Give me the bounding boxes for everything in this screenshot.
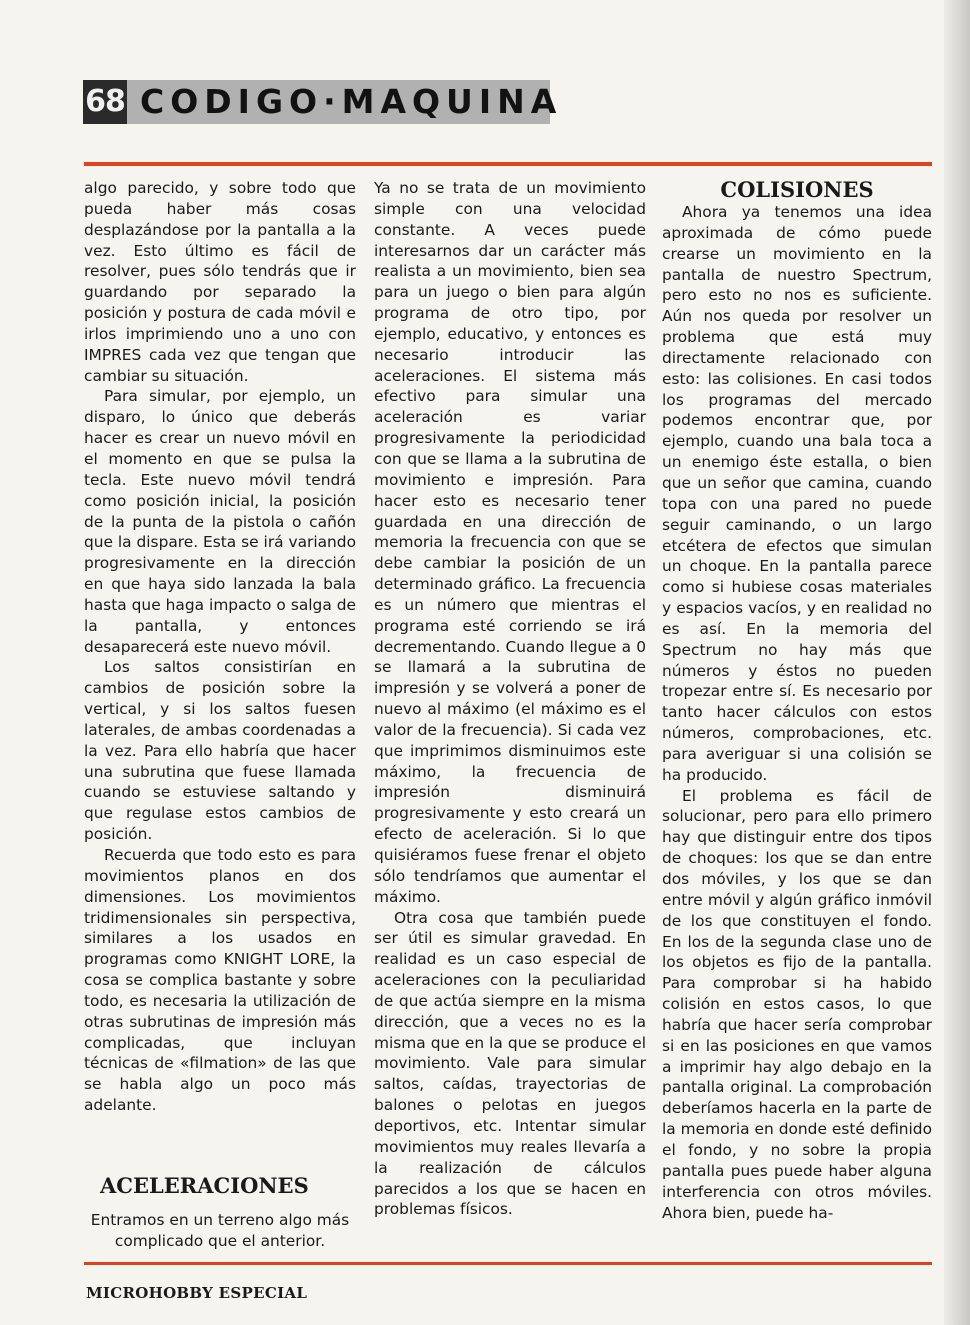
paragraph: Para simular, por ejemplo, un disparo, lo único que deberás hacer es crear un nuevo móvil en el momento en que se pulsa la tecla. Este nuevo móvil tendrá como posición inicial, la posición de la punta de la pistola o cañón que la dispare. Esta se irá variando progresivamente en la dirección en que haya sido lanzada la bala hasta que haga impacto o salga de la pantalla, y entonces desaparecerá este nuevo móvil. xyxy=(84,387,356,656)
subhead-aceleraciones: ACELERACIONES xyxy=(100,1173,309,1198)
subhead-colisiones: COLISIONES xyxy=(720,177,874,202)
column-3 xyxy=(662,202,932,1223)
paragraph: Ya no se trata de un movimiento simple con una velocidad constante. A veces puede interesarnos dar un carácter más realista a un movimiento, bien sea para un juego o bien para algún programa de otro tipo, por ejemplo, educativo, y entonces es necesario introducir las aceleraciones. El sistema más efectivo para simular una aceleración es variar progresivamente la periodicidad con que se llama a la subrutina de movimiento e impresión. Para hacer esto es necesario tener guardada en una dirección de memoria la frecuencia con que se debe cambiar la posición de un determinado gráfico. La frecuencia es un número que mientras el programa esté corriendo se irá decrementando. Cuando llegue a 0 se llamará a la subrutina de impresión y se volverá a poner de nuevo al máximo (el máximo es el valor de la frecuencia). Si cada vez que imprimimos disminuimos este máximo, la frecuencia de impresión disminuirá progresivamente y esto creará un efecto de aceleración. Si lo que quisiéramos fuese frenar el objeto sólo tendríamos que aumentar el máximo. xyxy=(374,179,646,906)
page-edge-shadow xyxy=(944,0,970,1325)
header-rule xyxy=(84,162,932,166)
paragraph: algo parecido, y sobre todo que pueda haber más cosas desplazándose por la pantalla a la vez. Esto último es fácil de resolver, pues sólo tendrás que ir guardando por separado la posición y postura de cada móvil e irlos imprimiendo uno a uno con IMPRES cada vez que tengan que cambiar su situación. xyxy=(84,179,356,385)
paragraph: Otra cosa que también puede ser útil es simular gravedad. En realidad es un caso especial de aceleraciones con la peculiaridad de que actúa siempre en la misma dirección, que a veces no es la misma que en la que se produce el movimiento. Vale para simular saltos, caídas, trayectorias de balones o pelotas en juegos deportivos, etc. Intentar simular movimientos muy reales llevaría a la realización de cálculos parecidos a los que se hacen en problemas físicos. xyxy=(374,908,646,1219)
footer-rule xyxy=(84,1262,932,1265)
column-1 xyxy=(84,178,356,1116)
paragraph: Ahora ya tenemos una idea aproximada de cómo puede crearse un movimiento en la pantalla de nuestro Spectrum, pero esto no nos es suficiente. Aún nos queda por resolver un problema que está muy directamente relacionado con esto: las colisiones. En casi todos los programas del mercado podemos encontrar que, por ejemplo, cuando una bala toca a un enemigo éste estalla, o bien que un señor que camina, cuando topa con una pared no puede seguir caminando, o un largo etcétera de efectos que simulan un choque. En la pantalla parece como si hubiese cosas materiales y espacios vacíos, y en realidad no es así. En la memoria del Spectrum no hay más que números y éstos no pueden tropezar entre sí. Es necesario por tanto hacer cálculos con estos números, comprobaciones, etc. para averiguar si una colisión se ha producido. xyxy=(662,203,932,784)
page-number: 68 xyxy=(83,80,127,124)
paragraph: Entramos en un terreno algo más complicado que el anterior. xyxy=(90,1211,350,1250)
section-title: CODIGO·MAQUINA xyxy=(140,82,563,121)
paragraph: Los saltos consistirían en cambios de posición sobre la vertical, y si los saltos fuesen laterales, de ambas coordenadas a la vez. Para ello habría que hacer una subrutina que fuese llamada cuando se estuviese saltando y que regulase estos cambios de posición. xyxy=(84,658,356,844)
footer-label: MICROHOBBY ESPECIAL xyxy=(86,1284,308,1302)
paragraph: Recuerda que todo esto es para movimientos planos en dos dimensiones. Los movimientos tridimensionales sin perspectiva, similares a los usados en programas como KNIGHT LORE, la cosa se complica bastante y sobre todo, es necesaria la utilización de otras subrutinas de impresión más complicadas, que incluyan técnicas de «filmation» de las que se habla algo un poco más adelante. xyxy=(84,846,356,1115)
paragraph: El problema es fácil de solucionar, pero para ello primero hay que distinguir entre dos tipos de choques: los que se dan entre dos móviles, y los que se dan entre móvil y algún gráfico inmóvil de los que constituyen el fondo. En los de la segunda clase uno de los objetos es fijo de la pantalla. Para comprobar si ha habido colisión en estos casos, lo que habría que hacer sería comprobar si en las posiciones en que vamos a imprimir hay algo debajo en la pantalla original. La comprobación deberíamos hacerla en la parte de la memoria en donde esté definido el fondo, y no sobre la propia pantalla pues puede haber alguna interferencia con otros móviles. Ahora bien, puede ha- xyxy=(662,786,932,1222)
column-2 xyxy=(374,178,646,1220)
